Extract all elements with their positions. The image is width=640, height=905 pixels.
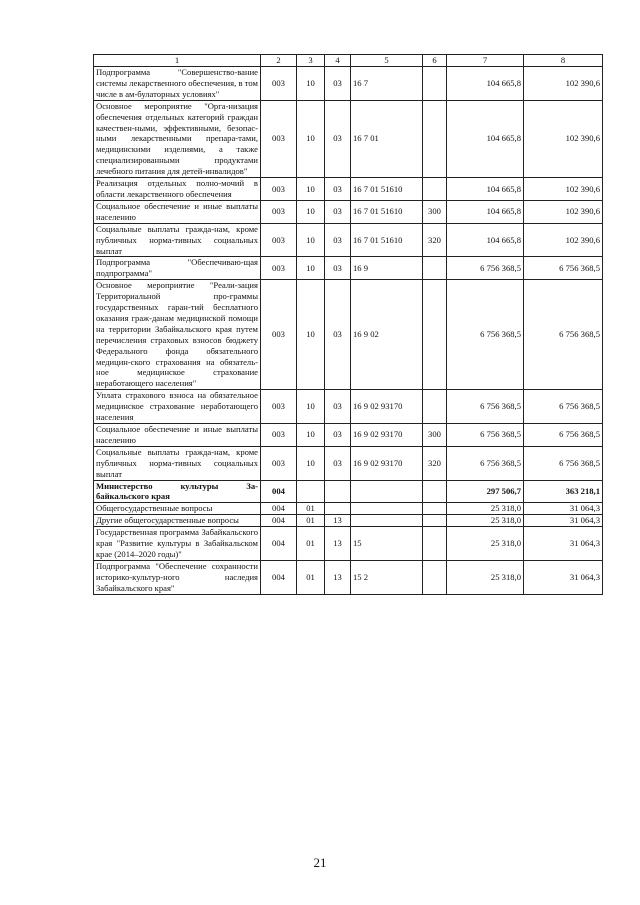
table-row (94, 503, 603, 515)
section-code-cell: 10 (297, 100, 325, 177)
amount-year2-cell: 6 756 368,5 (524, 280, 603, 390)
amount-year1-cell: 6 756 368,5 (447, 424, 524, 447)
amount-year1-cell: 25 318,0 (447, 527, 524, 561)
expense-type-cell (423, 503, 447, 515)
subsection-code-cell (325, 503, 351, 515)
expense-name-cell: Реализация отдельных полно-мочий в области лекарственного обеспечения (94, 178, 261, 201)
target-article-cell (351, 480, 423, 503)
expense-type-cell (423, 280, 447, 390)
ministry-code-cell: 003 (261, 446, 297, 480)
expense-name-cell: Другие общегосударственные вопросы (94, 515, 261, 527)
target-article-cell: 16 9 02 93170 (351, 390, 423, 424)
target-article-cell: 16 7 01 51610 (351, 178, 423, 201)
section-code-cell (297, 480, 325, 503)
subsection-code-cell: 13 (325, 560, 351, 594)
target-article-cell: 16 7 01 (351, 100, 423, 177)
amount-year2-cell: 6 756 368,5 (524, 446, 603, 480)
table-row (94, 424, 603, 447)
ministry-code-cell: 003 (261, 257, 297, 280)
ministry-code-cell: 004 (261, 480, 297, 503)
amount-year2-cell: 102 390,6 (524, 200, 603, 223)
section-code-cell: 01 (297, 527, 325, 561)
table-row (94, 67, 603, 101)
expense-name-cell: Общегосударственные вопросы (94, 503, 261, 515)
expense-name-cell: Подпрограмма "Обеспечение сохранности историко-культур-ного наследия Забайкальского края" (94, 560, 261, 594)
expense-type-cell (423, 480, 447, 503)
table-row (94, 527, 603, 561)
column-header: 4 (325, 55, 351, 67)
amount-year1-cell: 6 756 368,5 (447, 280, 524, 390)
section-code-cell: 01 (297, 503, 325, 515)
table-row (94, 390, 603, 424)
section-code-cell: 10 (297, 67, 325, 101)
amount-year2-cell: 31 064,3 (524, 527, 603, 561)
amount-year1-cell: 25 318,0 (447, 515, 524, 527)
ministry-code-cell: 003 (261, 200, 297, 223)
budget-table (93, 54, 603, 595)
expense-type-cell (423, 515, 447, 527)
ministry-code-cell: 003 (261, 223, 297, 257)
subsection-code-cell: 13 (325, 515, 351, 527)
expense-type-cell: 320 (423, 223, 447, 257)
ministry-code-cell: 004 (261, 527, 297, 561)
expense-type-cell (423, 257, 447, 280)
expense-name-cell: Основное мероприятие "Реали-зация Территориальной про-граммы государственных гаран-тий бесплатного оказания граж-данам медицинской помощи на территории Забайкальского края путем перечисления страховых взносов бюджету Федерального фонда обязательного медицин-ского страхования на обязатель-ное медицинское страхование неработающего населения" (94, 280, 261, 390)
expense-name-cell: Социальные выплаты гражда-нам, кроме публичных норма-тивных социальных выплат (94, 446, 261, 480)
table-row (94, 178, 603, 201)
target-article-cell: 16 7 (351, 67, 423, 101)
table-row (94, 100, 603, 177)
expense-name-cell: Основное мероприятие "Орга-низация обеспечения отдельных категорий граждан качествен-ными, эффективными, безопас-ными лекарственными препара-тами, медицинскими изделиями, а также специализированными продуктами лечебного питания для детей-инвалидов" (94, 100, 261, 177)
expense-type-cell: 300 (423, 200, 447, 223)
table-row (94, 560, 603, 594)
column-header: 6 (423, 55, 447, 67)
amount-year1-cell: 6 756 368,5 (447, 446, 524, 480)
target-article-cell: 16 7 01 51610 (351, 200, 423, 223)
column-header: 3 (297, 55, 325, 67)
table-row (94, 280, 603, 390)
expense-name-cell: Социальные выплаты гражда-нам, кроме публичных норма-тивных социальных выплат (94, 223, 261, 257)
expense-type-cell (423, 560, 447, 594)
amount-year2-cell: 363 218,1 (524, 480, 603, 503)
subsection-code-cell: 03 (325, 446, 351, 480)
section-code-cell: 10 (297, 446, 325, 480)
table-row (94, 200, 603, 223)
ministry-code-cell: 004 (261, 515, 297, 527)
expense-name-cell: Уплата страхового взноса на обязательное медицинское страхование неработающего населения (94, 390, 261, 424)
amount-year2-cell: 31 064,3 (524, 560, 603, 594)
column-header: 1 (94, 55, 261, 67)
amount-year2-cell: 102 390,6 (524, 100, 603, 177)
amount-year1-cell: 25 318,0 (447, 560, 524, 594)
amount-year1-cell: 104 665,8 (447, 100, 524, 177)
table-row (94, 446, 603, 480)
section-code-cell: 10 (297, 223, 325, 257)
subsection-code-cell: 03 (325, 424, 351, 447)
section-code-cell: 01 (297, 560, 325, 594)
expense-name-cell: Подпрограмма "Обеспечиваю-щая подпрограмма" (94, 257, 261, 280)
subsection-code-cell: 03 (325, 200, 351, 223)
section-code-cell: 10 (297, 257, 325, 280)
column-header: 5 (351, 55, 423, 67)
amount-year1-cell: 297 506,7 (447, 480, 524, 503)
target-article-cell: 15 2 (351, 560, 423, 594)
expense-type-cell (423, 527, 447, 561)
subsection-code-cell: 03 (325, 280, 351, 390)
amount-year1-cell: 104 665,8 (447, 223, 524, 257)
amount-year2-cell: 31 064,3 (524, 515, 603, 527)
section-code-cell: 01 (297, 515, 325, 527)
amount-year1-cell: 104 665,8 (447, 67, 524, 101)
expense-name-cell: Подпрограмма "Совершенство-вание системы лекарственного обеспечения, в том числе в ам-булаторных условиях" (94, 67, 261, 101)
section-code-cell: 10 (297, 424, 325, 447)
expense-name-cell: Министерство культуры За-байкальского края (94, 480, 261, 503)
amount-year1-cell: 25 318,0 (447, 503, 524, 515)
subsection-code-cell: 03 (325, 390, 351, 424)
ministry-code-cell: 004 (261, 560, 297, 594)
amount-year1-cell: 104 665,8 (447, 200, 524, 223)
target-article-cell: 15 (351, 527, 423, 561)
amount-year2-cell: 6 756 368,5 (524, 390, 603, 424)
target-article-cell (351, 503, 423, 515)
target-article-cell: 16 9 02 (351, 280, 423, 390)
section-code-cell: 10 (297, 280, 325, 390)
amount-year1-cell: 6 756 368,5 (447, 257, 524, 280)
target-article-cell (351, 515, 423, 527)
expense-name-cell: Социальное обеспечение и иные выплаты населению (94, 424, 261, 447)
amount-year2-cell: 102 390,6 (524, 178, 603, 201)
ministry-code-cell: 003 (261, 280, 297, 390)
target-article-cell: 16 9 (351, 257, 423, 280)
amount-year2-cell: 102 390,6 (524, 67, 603, 101)
subsection-code-cell: 03 (325, 223, 351, 257)
section-code-cell: 10 (297, 178, 325, 201)
expense-name-cell: Социальное обеспечение и иные выплаты населению (94, 200, 261, 223)
amount-year2-cell: 31 064,3 (524, 503, 603, 515)
amount-year2-cell: 102 390,6 (524, 223, 603, 257)
column-header: 7 (447, 55, 524, 67)
subsection-code-cell (325, 480, 351, 503)
expense-type-cell (423, 100, 447, 177)
subsection-code-cell: 03 (325, 178, 351, 201)
ministry-code-cell: 003 (261, 424, 297, 447)
amount-year2-cell: 6 756 368,5 (524, 424, 603, 447)
page-number: 21 (313, 855, 327, 870)
subsection-code-cell: 13 (325, 527, 351, 561)
amount-year2-cell: 6 756 368,5 (524, 257, 603, 280)
table-row (94, 223, 603, 257)
ministry-code-cell: 003 (261, 178, 297, 201)
target-article-cell: 16 9 02 93170 (351, 446, 423, 480)
subsection-code-cell: 03 (325, 257, 351, 280)
ministry-code-cell: 003 (261, 67, 297, 101)
table-row (94, 480, 603, 503)
subsection-code-cell: 03 (325, 100, 351, 177)
amount-year1-cell: 6 756 368,5 (447, 390, 524, 424)
expense-name-cell: Государственная программа Забайкальского края "Развитие культуры в Забайкальском крае (2014–2020 годы)" (94, 527, 261, 561)
section-code-cell: 10 (297, 390, 325, 424)
expense-type-cell (423, 67, 447, 101)
target-article-cell: 16 7 01 51610 (351, 223, 423, 257)
amount-year1-cell: 104 665,8 (447, 178, 524, 201)
column-header: 8 (524, 55, 603, 67)
ministry-code-cell: 003 (261, 390, 297, 424)
table-row (94, 257, 603, 280)
expense-type-cell (423, 390, 447, 424)
expense-type-cell: 320 (423, 446, 447, 480)
section-code-cell: 10 (297, 200, 325, 223)
column-header: 2 (261, 55, 297, 67)
expense-type-cell: 300 (423, 424, 447, 447)
table-body (94, 67, 603, 595)
target-article-cell: 16 9 02 93170 (351, 424, 423, 447)
ministry-code-cell: 003 (261, 100, 297, 177)
subsection-code-cell: 03 (325, 67, 351, 101)
table-header-row (94, 55, 603, 67)
ministry-code-cell: 004 (261, 503, 297, 515)
table-row (94, 515, 603, 527)
expense-type-cell (423, 178, 447, 201)
